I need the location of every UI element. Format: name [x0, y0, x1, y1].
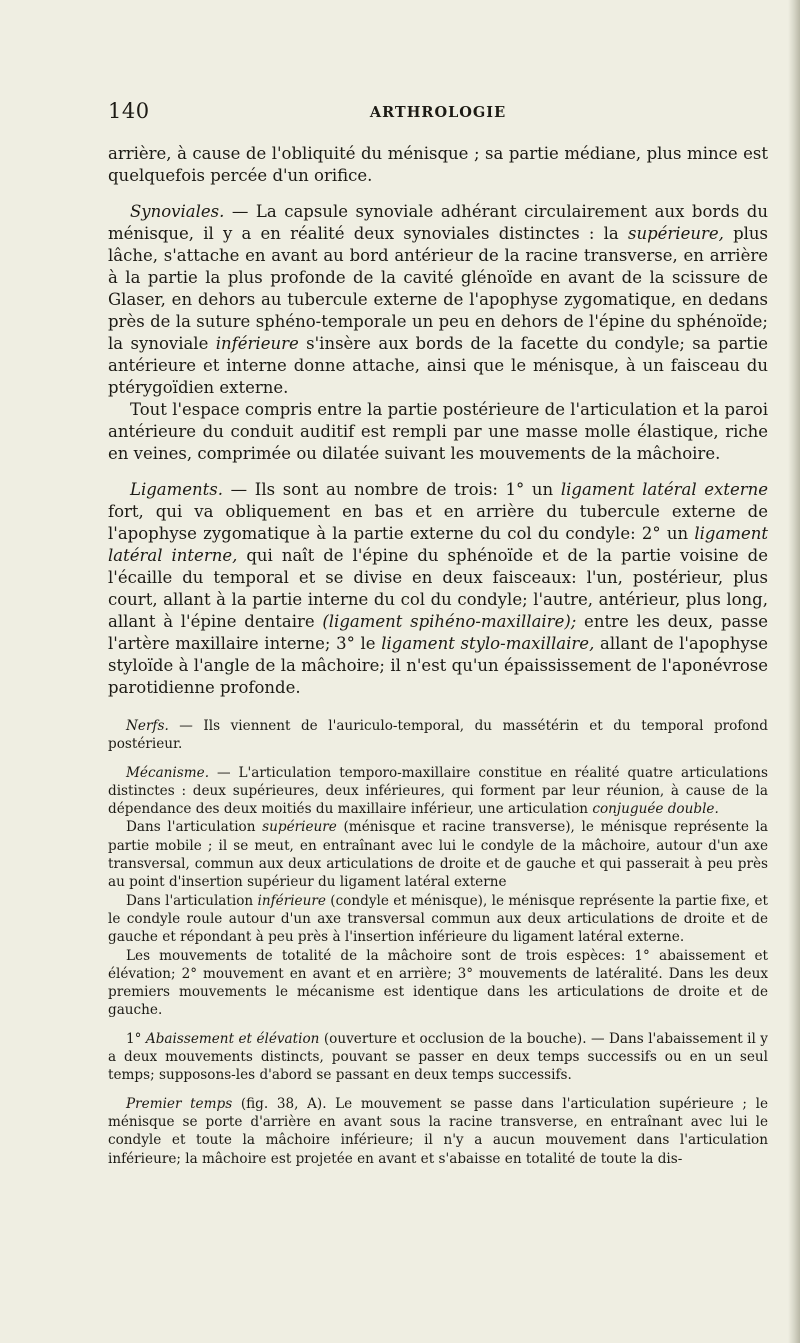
paragraph-nerfs: Nerfs. — Ils viennent de l'auriculo-temporal, du massétérin et du temporal profond postérieur.	[108, 718, 768, 753]
section-lead-nerfs: Nerfs.	[126, 718, 169, 734]
page-header	[108, 99, 768, 129]
paragraph-continuation: arrière, à cause de l'obliquité du ménisque ; sa partie médiane, plus mince est quelquefois percée d'un orifice.	[108, 144, 768, 185]
paragraph-espace: Tout l'espace compris entre la partie postérieure de l'articulation et la paroi antérieure du conduit auditif est rempli par une masse molle élastique, riche en veines, comprimée ou dilatée suivant les mouvements de la mâchoire.	[108, 400, 768, 463]
section-lead-ligaments: Ligaments.	[130, 480, 224, 499]
paragraph-synoviales: Synoviales. — La capsule synoviale adhérant circulairement aux bords du ménisque, il y a en réalité deux synoviales distinctes : la supérieure, plus lâche, s'attache en avant au bord antérieur de la racine transverse, en arrière à la partie la plus profonde de la cavité glénoïde en avant de la scissure de Glaser, en dehors au tubercule externe de l'apophyse zygomatique, en dedans près de la suture sphéno-temporale un peu en dehors de l'épine du sphénoïde; la synoviale inférieure s'insère aux bords de la facette du condyle; sa partie antérieure et interne donne attache, ainsi que le ménisque, à un faisceau du ptérygoïdien externe.	[108, 202, 769, 397]
paragraph-mecanisme: Mécanisme. — L'articulation temporo-maxillaire constitue en réalité quatre articulations distinctes : deux supérieures, deux inférieures, qui forment par leur réunion, à cause de la dépendance des deux moitiés du maxillaire inférieur, une articulation conjuguée double.	[108, 764, 768, 818]
paragraph-articulation-inferieure: Dans l'articulation inférieure (condyle et ménisque), le ménisque représente la partie fixe, et le condyle roule autour d'un axe transversal commun aux deux articulations de droite et de gauche et répondant à peu près à l'insertion inférieure du ligament latéral externe.	[108, 892, 768, 946]
running-title: ARTHROLOGIE	[369, 104, 507, 121]
paragraph-abaissement: 1° Abaissement et élévation (ouverture et occlusion de la bouche). — Dans l'abaissement il y a deux mouvements distincts, pouvant se passer en deux temps successifs ou en un seul temps; supposons-les d'abord se passant en deux temps successifs.	[108, 1030, 768, 1084]
body-text	[108, 143, 768, 1168]
page-number: 140	[108, 99, 150, 123]
page-edge-shadow	[788, 0, 800, 1343]
paragraph-articulation-superieure: Dans l'articulation supérieure (ménisque et racine transverse), le ménisque représente la partie mobile ; il se meut, en entraînant avec lui le condyle de la mâchoire, autour d'un axe transversal, commun aux deux articulations de droite et de gauche et qui passerait à peu près au point d'insertion supérieur du ligament latéral externe	[108, 819, 768, 891]
paragraph-premier-temps: Premier temps (fig. 38, A). Le mouvement se passe dans l'articulation supérieure ; le ménisque se porte d'arrière en avant sous la racine transverse, en entraînant avec lui le condyle et toute la mâchoire inférieure; il n'y a aucun mouvement dans l'articulation inférieure; la mâchoire est projetée en avant et s'abaisse en totalité de toute la dis-	[108, 1095, 769, 1167]
paragraph-ligaments: Ligaments. — Ils sont au nombre de trois: 1° un ligament latéral externe fort, qui va obliquement en bas et en arrière du tubercule externe de l'apophyse zygomatique à la partie externe du col du condyle: 2° un ligament latéral interne, qui naît de l'épine du sphénoïde et de la partie voisine de l'écaille du temporal et se divise en deux faisceaux: l'un, postérieur, plus court, allant à la partie interne du col du condyle; l'autre, antérieur, plus long, allant à l'épine dentaire (ligament spihéno-maxillaire); entre les deux, passe l'artère maxillaire interne; 3° le ligament stylo-maxillaire, allant de l'apophyse styloïde à l'angle de la mâchoire; il n'est qu'un épaississement de l'aponévrose parotidienne profonde.	[108, 480, 769, 697]
paragraph-mouvements: Les mouvements de totalité de la mâchoire sont de trois espèces: 1° abaissement et élévation; 2° mouvement en avant et en arrière; 3° mouvements de latéralité. Dans les deux premiers mouvements le mécanisme est identique dans les articulations de droite et de gauche.	[108, 947, 768, 1019]
section-lead-mecanisme: Mécanisme.	[126, 764, 210, 781]
section-lead-synoviales: Synoviales.	[130, 202, 225, 221]
